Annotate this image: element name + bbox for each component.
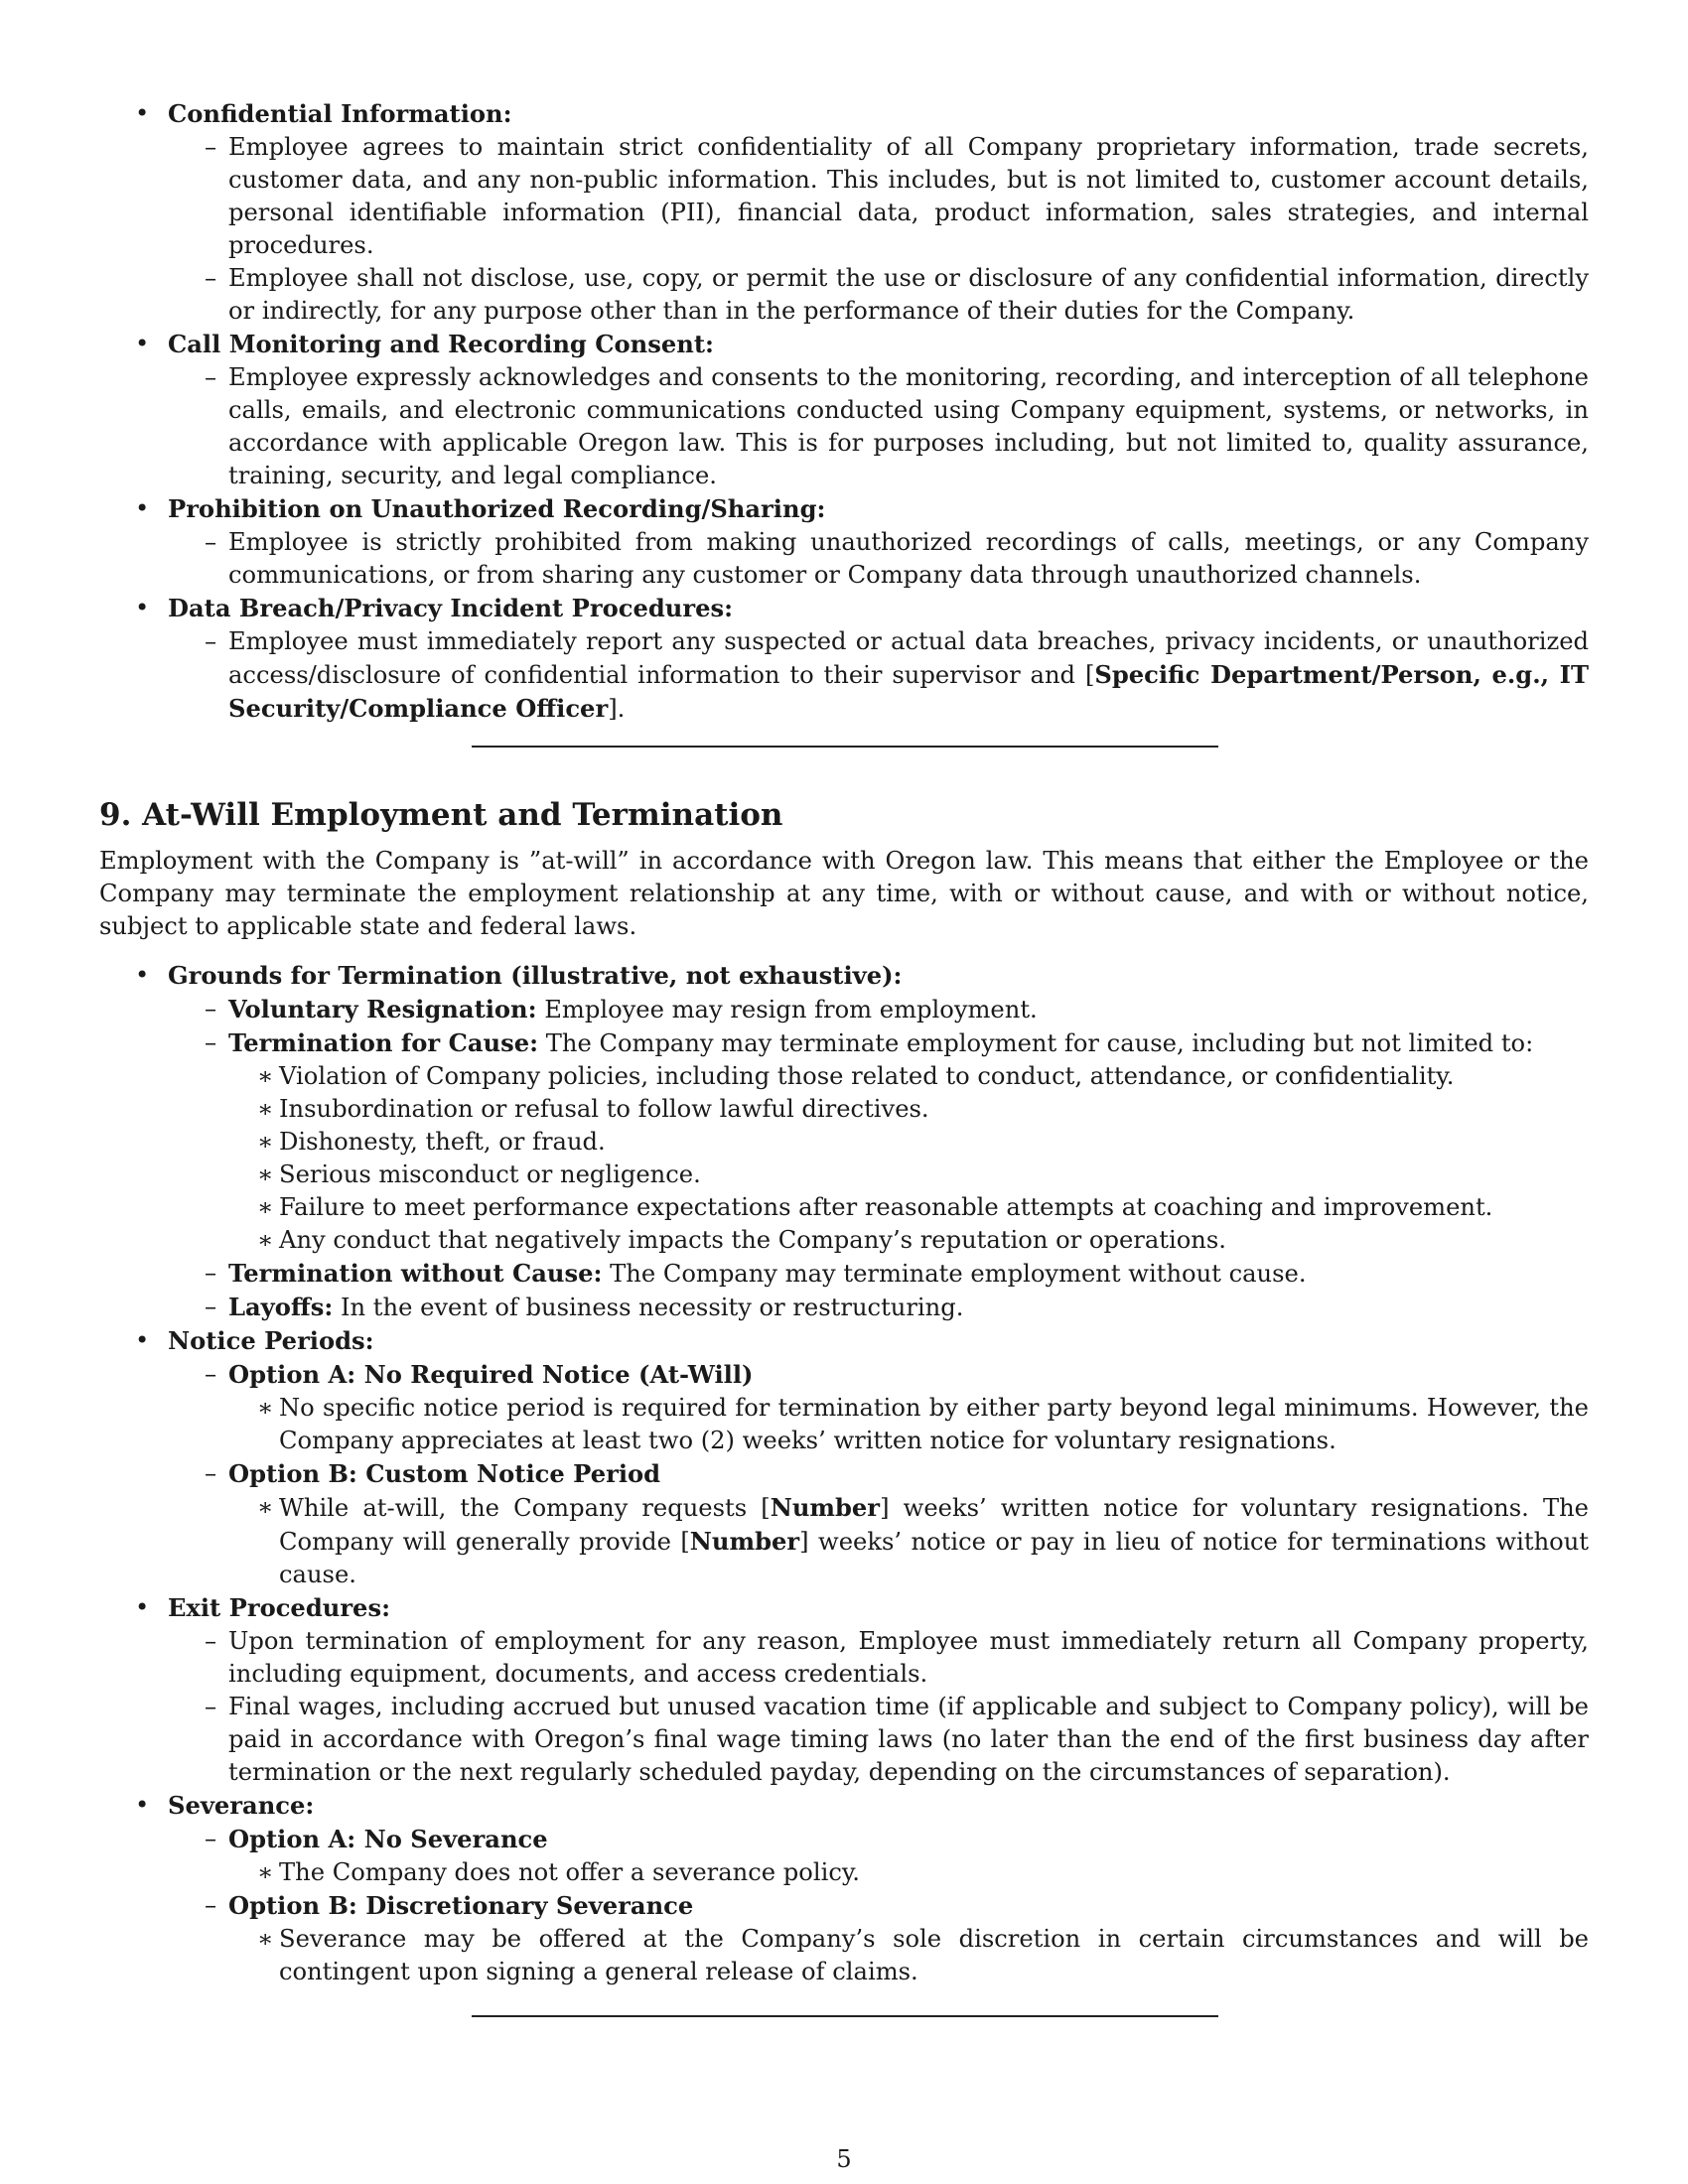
list-item: ∗ Violation of Company policies, including those related to conduct, attendance, or confidentiality. <box>228 1060 1589 1093</box>
item-title: Severance: <box>168 1791 315 1820</box>
list-item <box>99 1324 1589 1591</box>
list-item: – Upon termination of employment for any reason, Employee must immediately return all Company property, including equipment, documents, and access credentials. <box>168 1625 1589 1691</box>
item-title: Data Breach/Privacy Incident Procedures: <box>168 594 734 622</box>
breach-text: Employee must immediately report any suspected or actual data breaches, privacy incidents, or unauthorized access/disclosure of confidential information to their supervisor and <box>228 627 1589 689</box>
item-title: Notice Periods: <box>168 1326 374 1355</box>
section-8-list <box>99 97 1589 726</box>
list-item: – Option A: No Required Notice (At-Will) ∗ No specific notice period is required for termination by either party beyond legal minimums. However, the Company appreciates at least two (2) weeks’ written notice for voluntary resignations. <box>168 1358 1589 1457</box>
list-item: – Termination for Cause: The Company may terminate employment for cause, including but not limited to: ∗ Violation of Company policies, including those related to conduct, attendance, or confidentiality. ∗ Insubordination or refusal to follow lawful directives. ∗ Dishonesty, theft, or fraud. ∗ Serious misconduct or negligence. ∗ Failure to meet performance expectations after reasonable attempts at coaching and improvement. ∗ Any conduct that negatively impacts the Company’s reputation or operations. <box>168 1026 1589 1257</box>
item-title: Confidential Information: <box>168 99 512 128</box>
list-item: – Termination without Cause: The Company may terminate employment without cause. <box>168 1257 1589 1291</box>
list-item <box>99 97 1589 328</box>
list-item: – Employee is strictly prohibited from making unauthorized recordings of calls, meetings, or any Company communications, or from sharing any customer or Company data through unauthorized channels. <box>168 526 1589 592</box>
section-divider <box>472 746 1218 748</box>
list-item: – Option B: Discretionary Severance ∗ Severance may be offered at the Company’s sole discretion in certain circumstances and will be contingent upon signing a general release of claims. <box>168 1889 1589 1988</box>
list-item <box>99 959 1589 1324</box>
item-title: Exit Procedures: <box>168 1593 390 1622</box>
list-item: – Option B: Custom Notice Period ∗ While at-will, the Company requests [Number] weeks’ written notice for voluntary resignations. The Company will generally provide [Number] weeks’ notice or pay in lieu of notice for terminations without cause. <box>168 1457 1589 1591</box>
list-item: ∗ Insubordination or refusal to follow lawful directives. <box>228 1093 1589 1126</box>
list-item: ∗ Serious misconduct or negligence. <box>228 1159 1589 1191</box>
list-item <box>99 592 1589 726</box>
list-item <box>99 492 1589 592</box>
list-item: – Employee agrees to maintain strict confidentiality of all Company proprietary information, trade secrets, customer data, and any non-public information. This includes, but is not limited to, customer account details, personal identifiable information (PII), financial data, product information, sales strategies, and internal procedures. <box>168 131 1589 262</box>
list-item: – Final wages, including accrued but unused vacation time (if applicable and subject to Company policy), will be paid in accordance with Oregon’s final wage timing laws (no later than the end of the first business day after termination or the next regularly scheduled payday, depending on the circumstances of separation). <box>168 1691 1589 1789</box>
section-divider <box>472 2015 1218 2017</box>
list-item: ∗ Dishonesty, theft, or fraud. <box>228 1126 1589 1159</box>
list-item: ∗ While at-will, the Company requests [Number] weeks’ written notice for voluntary resignations. The Company will generally provide [Number] weeks’ notice or pay in lieu of notice for terminations without cause. <box>228 1491 1589 1591</box>
placeholder-text: Number <box>689 1527 800 1556</box>
item-title: Prohibition on Unauthorized Recording/Sharing: <box>168 494 826 523</box>
list-item: ∗ Failure to meet performance expectations after reasonable attempts at coaching and improvement. <box>228 1191 1589 1224</box>
item-title: Grounds for Termination (illustrative, not exhaustive): <box>168 961 903 990</box>
list-item <box>99 1789 1589 1988</box>
list-item: – Layoffs: In the event of business necessity or restructuring. <box>168 1291 1589 1324</box>
page-number: 5 <box>836 2145 852 2173</box>
list-item: – Option A: No Severance ∗ The Company does not offer a severance policy. <box>168 1823 1589 1889</box>
section-9-list <box>99 959 1589 1988</box>
list-item: ∗ The Company does not offer a severance policy. <box>228 1856 1589 1889</box>
list-item: ∗ Any conduct that negatively impacts the Company’s reputation or operations. <box>228 1224 1589 1257</box>
list-item <box>99 328 1589 492</box>
document-page <box>99 97 1589 2017</box>
list-item: – Employee expressly acknowledges and consents to the monitoring, recording, and interception of all telephone calls, emails, and electronic communications conducted using Company equipment, systems, or networks, in accordance with applicable Oregon law. This is for purposes including, but not limited to, quality assurance, training, security, and legal compliance. <box>168 361 1589 492</box>
list-item: – Employee must immediately report any suspected or actual data breaches, privacy incidents, or unauthorized access/disclosure of confidential information to their supervisor and [Specific Department/Person, e.g., IT Security/Compliance Officer]. <box>168 625 1589 726</box>
section-heading: 9. At-Will Employment and Termination <box>99 797 783 833</box>
item-title: Call Monitoring and Recording Consent: <box>168 330 714 358</box>
placeholder-text: Specific Department/Person, e.g., IT Security/Compliance Officer <box>228 660 1589 723</box>
section-intro: Employment with the Company is ”at-will” in accordance with Oregon law. This means that either the Employee or the Company may terminate the employment relationship at any time, with or without cause, and with or without notice, subject to applicable state and federal laws. <box>99 847 1589 940</box>
placeholder-text: Number <box>770 1493 881 1522</box>
list-item: ∗ No specific notice period is required for termination by either party beyond legal minimums. However, the Company appreciates at least two (2) weeks’ written notice for voluntary resignations. <box>228 1392 1589 1457</box>
list-item <box>99 1591 1589 1789</box>
list-item: – Employee shall not disclose, use, copy, or permit the use or disclosure of any confidential information, directly or indirectly, for any purpose other than in the performance of their duties for the Company. <box>168 262 1589 328</box>
list-item: – Voluntary Resignation: Employee may resign from employment. <box>168 993 1589 1026</box>
list-item: ∗ Severance may be offered at the Company’s sole discretion in certain circumstances and will be contingent upon signing a general release of claims. <box>228 1923 1589 1988</box>
